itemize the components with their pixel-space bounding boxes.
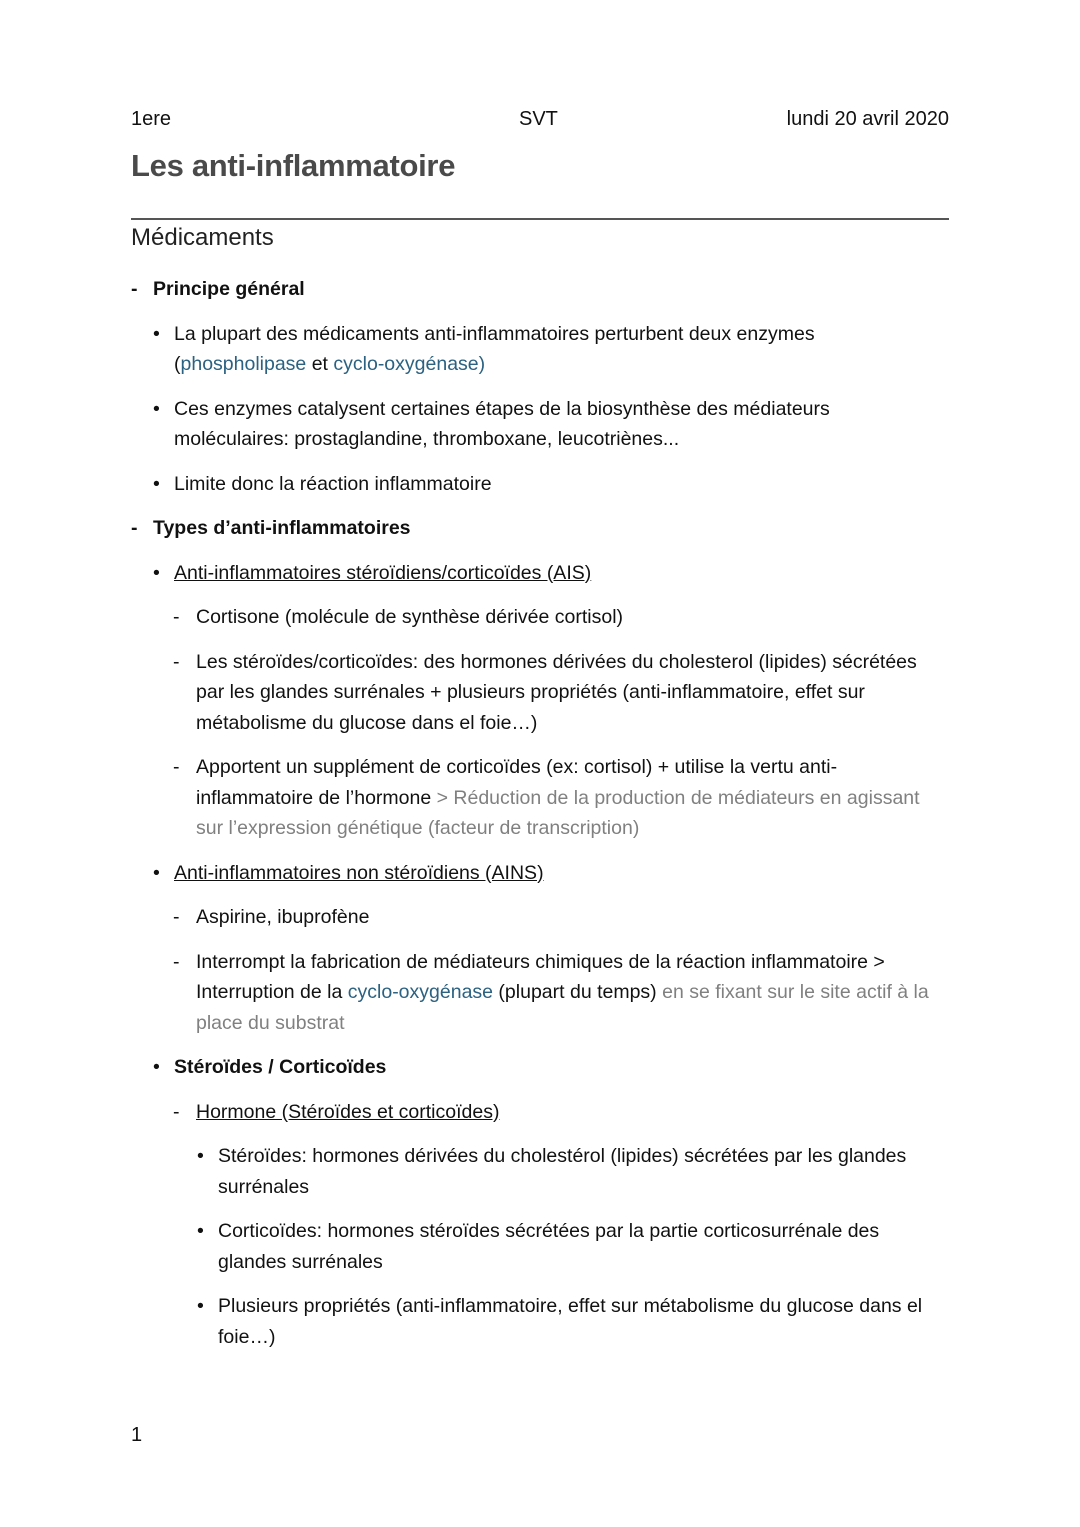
subheading-hormone: Hormone (Stéroïdes et corticoïdes) — [196, 1100, 500, 1123]
bullet-marker: • — [197, 1145, 204, 1167]
bullet-marker: • — [153, 861, 160, 884]
bullet-marker: • — [197, 1295, 204, 1317]
text: et — [306, 353, 334, 375]
list-item-steroides — [131, 1052, 949, 1083]
title-divider — [131, 218, 949, 220]
note-text: > Réduction de la production de médiateurs en agissant sur l’expression génétique (facteur de transcription) — [196, 786, 920, 839]
dash-marker: - — [173, 1100, 180, 1123]
bullet-marker: • — [153, 472, 160, 495]
list-item — [131, 902, 949, 933]
term-phospholipase: phospholipase — [180, 353, 307, 375]
list-item — [131, 1216, 949, 1277]
notes-content — [131, 274, 949, 1366]
dash-marker: - — [173, 906, 180, 928]
list-item — [131, 752, 949, 844]
text: Stéroïdes: hormones dérivées du cholestérol (lipides) sécrétées par les glandes surrénales — [218, 1145, 907, 1198]
list-item — [131, 1291, 949, 1352]
bullet-marker: • — [153, 322, 160, 345]
header-subject: SVT — [519, 108, 558, 130]
page-number: 1 — [131, 1424, 143, 1446]
heading-principe-general: Principe général — [153, 278, 305, 300]
text: La plupart des médicaments anti-inflammatoires perturbent deux enzymes ( — [174, 322, 815, 375]
text: Interrompt la fabrication de médiateurs chimiques de la réaction inflammatoire > Interruption de la — [196, 950, 885, 1003]
text: Plusieurs propriétés (anti-inflammatoire, effet sur métabolisme du glucose dans el foie…) — [218, 1295, 923, 1348]
list-item-types — [131, 513, 949, 544]
text: Ces enzymes catalysent certaines étapes de la biosynthèse des médiateurs moléculaires: prostaglandine, thromboxane, leucotriènes... — [174, 397, 830, 450]
dash-marker: - — [173, 606, 180, 628]
text: Aspirine, ibuprofène — [196, 906, 370, 928]
list-item-principe-general — [131, 274, 949, 305]
list-item-hormone — [131, 1097, 949, 1128]
bullet-marker: • — [153, 1056, 160, 1078]
page-title: Les anti-inflammatoire — [131, 148, 456, 183]
text: (plupart du temps) — [493, 981, 663, 1003]
dash-marker: - — [131, 517, 138, 539]
section-heading: Médicaments — [131, 224, 274, 251]
dash-marker: - — [131, 278, 138, 300]
bullet-marker: • — [153, 561, 160, 584]
dash-marker: - — [173, 650, 180, 673]
dash-marker: - — [173, 756, 180, 778]
page-header — [131, 108, 949, 134]
term-cyclo-oxygenase: cyclo-oxygénase) — [333, 353, 486, 375]
header-date: lundi 20 avril 2020 — [786, 108, 949, 130]
list-item — [131, 947, 949, 1039]
heading-types: Types d’anti-inflammatoires — [153, 517, 411, 539]
list-item-ais — [131, 558, 949, 589]
list-item-ains — [131, 858, 949, 889]
bullet-marker: • — [197, 1220, 204, 1242]
text: Corticoïdes: hormones stéroïdes sécrétées par la partie corticosurrénale des glandes surrénales — [218, 1220, 880, 1273]
list-item — [131, 469, 949, 500]
list-item — [131, 394, 949, 455]
text: Cortisone (molécule de synthèse dérivée cortisol) — [196, 606, 624, 628]
list-item — [131, 602, 949, 633]
subheading-steroides: Stéroïdes / Corticoïdes — [174, 1056, 387, 1078]
note-text: en se fixant sur le site actif à la place du substrat — [196, 981, 929, 1034]
list-item — [131, 647, 949, 739]
text: Limite donc la réaction inflammatoire — [174, 472, 492, 495]
subheading-ains: Anti-inflammatoires non stéroïdiens (AINS) — [174, 861, 544, 884]
text: Apportent un supplément de corticoïdes (ex: cortisol) + utilise la vertu anti-inflammatoire de l’hormone — [196, 756, 838, 809]
list-item — [131, 319, 949, 380]
header-class: 1ere — [131, 108, 172, 130]
subheading-ais: Anti-inflammatoires stéroïdiens/corticoïdes (AIS) — [174, 561, 592, 584]
list-item — [131, 1141, 949, 1202]
text: Les stéroïdes/corticoïdes: des hormones dérivées du cholesterol (lipides) sécrétées par les glandes surrénales + plusieurs propriétés (anti-inflammatoire, effet sur métabolisme du glucose dans el foie…) — [196, 650, 917, 734]
term-cyclo-oxygenase: cyclo-oxygénase — [347, 981, 494, 1003]
bullet-marker: • — [153, 397, 160, 420]
dash-marker: - — [173, 950, 180, 973]
